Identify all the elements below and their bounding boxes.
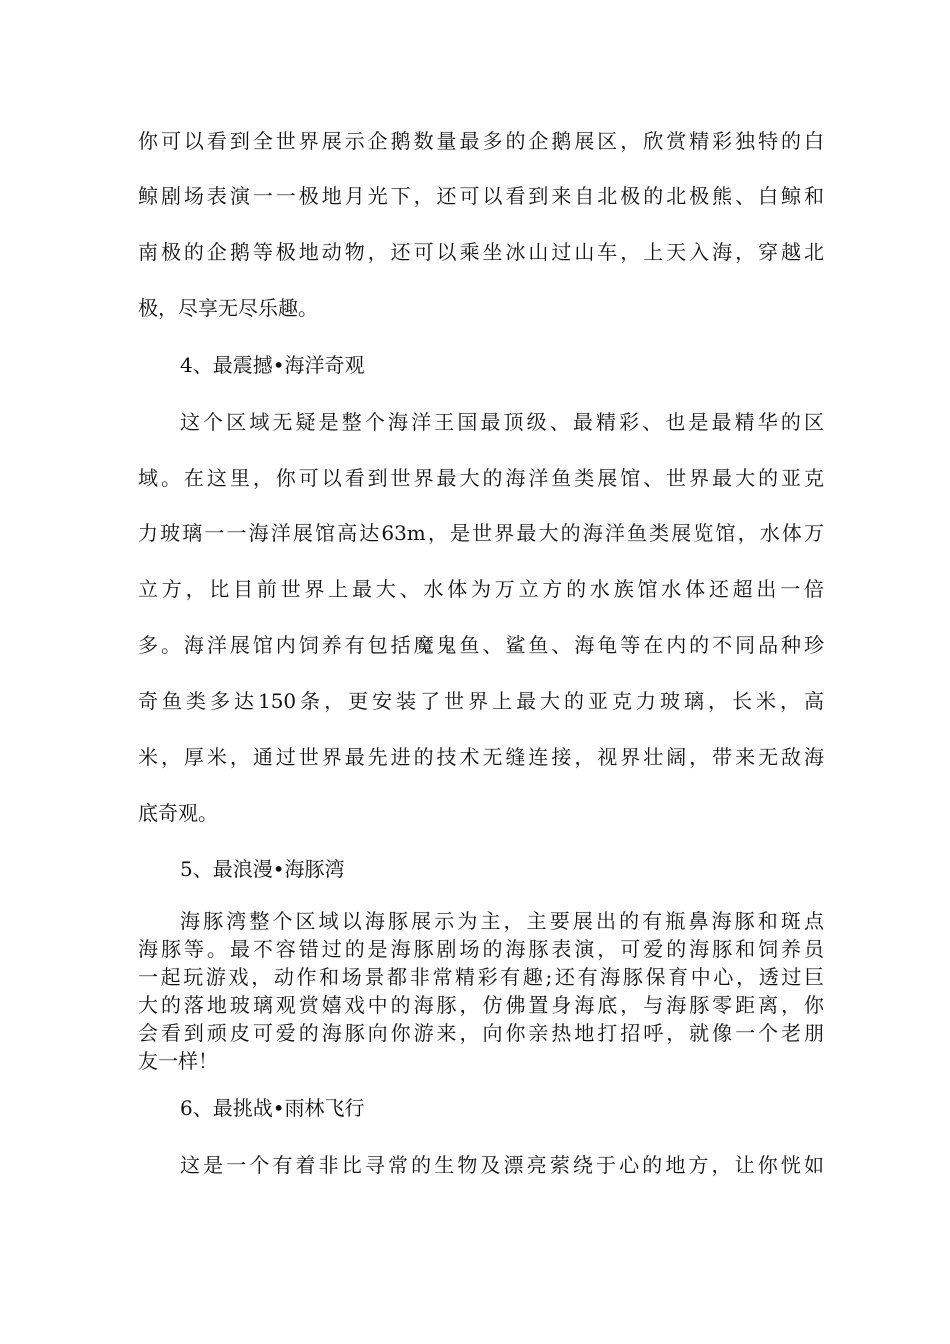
paragraph-line: 这是一个有着非比寻常的生物及漂亮萦绕于心的地方，让你恍如 bbox=[180, 1153, 824, 1177]
paragraph-line: 海豚湾整个区域以海豚展示为主，主要展出的有瓶鼻海豚和斑点 bbox=[180, 909, 824, 933]
section-heading-6: 6、最挑战•雨林飞行 bbox=[180, 1096, 365, 1120]
paragraph-line: 南极的企鹅等极地动物，还可以乘坐冰山过山车，上天入海，穿越北 bbox=[138, 240, 824, 264]
paragraph-line: 你可以看到全世界展示企鹅数量最多的企鹅展区，欣赏精彩独特的白 bbox=[138, 129, 824, 153]
paragraph-line: 米，厚米，通过世界最先进的技术无缝连接，视界壮阔，带来无敌海 bbox=[138, 745, 824, 769]
paragraph-line: 这个区域无疑是整个海洋王国最顶级、最精彩、也是最精华的区 bbox=[180, 410, 824, 434]
section-heading-4: 4、最震撼•海洋奇观 bbox=[180, 353, 365, 377]
paragraph-line: 奇鱼类多达150条，更安装了世界上最大的亚克力玻璃，长米，高 bbox=[138, 689, 824, 713]
section-heading-5: 5、最浪漫•海豚湾 bbox=[180, 857, 345, 881]
paragraph-line: 立方，比目前世界上最大、水体为万立方的水族馆水体还超出一倍 bbox=[138, 577, 824, 601]
paragraph-line: 海豚等。最不容错过的是海豚剧场的海豚表演，可爱的海豚和饲养员 bbox=[138, 937, 824, 961]
paragraph-line: 友一样！ bbox=[138, 1049, 218, 1073]
paragraph-line: 极，尽享无尽乐趣。 bbox=[138, 296, 318, 320]
paragraph-line: 域。在这里，你可以看到世界最大的海洋鱼类展馆、世界最大的亚克 bbox=[138, 466, 824, 490]
paragraph-line: 力玻璃一一海洋展馆高达63m，是世界最大的海洋鱼类展览馆，水体万 bbox=[138, 521, 824, 545]
paragraph-line: 多。海洋展馆内饲养有包括魔鬼鱼、鲨鱼、海龟等在内的不同品种珍 bbox=[138, 633, 824, 657]
paragraph-line: 大的落地玻璃观赏嬉戏中的海豚，仿佛置身海底，与海豚零距离，你 bbox=[138, 993, 824, 1017]
paragraph-line: 一起玩游戏，动作和场景都非常精彩有趣;还有海豚保育中心，透过巨 bbox=[138, 965, 824, 989]
paragraph-line: 会看到顽皮可爱的海豚向你游来，向你亲热地打招呼，就像一个老朋 bbox=[138, 1021, 824, 1045]
paragraph-line: 底奇观。 bbox=[138, 801, 218, 825]
paragraph-line: 鲸剧场表演一一极地月光下，还可以看到来自北极的北极熊、白鲸和 bbox=[138, 184, 824, 208]
